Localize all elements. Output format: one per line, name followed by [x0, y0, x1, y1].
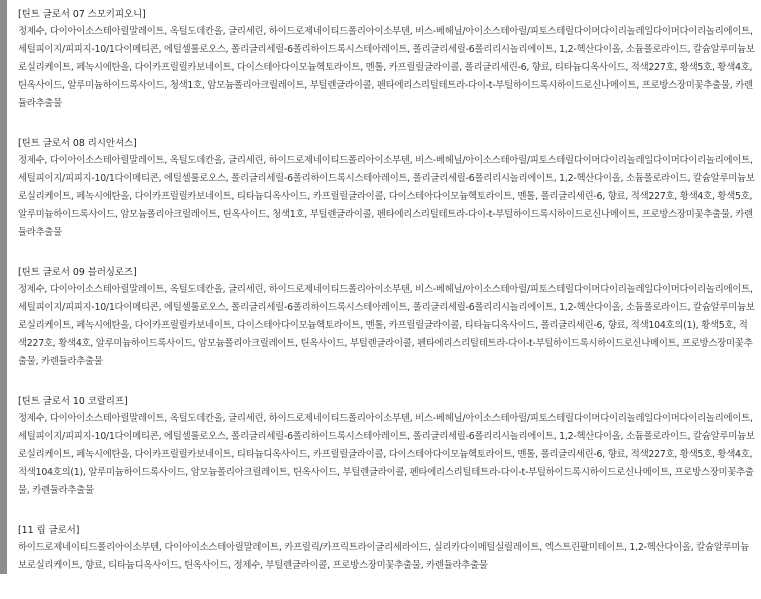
- product-section-11: [18, 524, 756, 575]
- product-title: [틴트 글로서 09 블러싱로즈]: [18, 267, 137, 278]
- product-title: [틴트 글로서 07 스모키피오니]: [18, 9, 146, 20]
- ingredients-list: 하이드로제네이티드폴리아이소부텐, 다이아이소스테아릴말레이트, 카프릴릭/카프릭트라이글리세라이드, 실리카다이메틸실릴레이트, 엑스트린팔미테이트, 1,2-헥산다이올, 칼슘알루미늄보로실리케이트, 향료, 티타늄디옥사이드, 틴옥사이드, 정제수, 부틸렌글라이콜, 프로방스장미꽃추출물, 카렌듈라추출물: [18, 542, 750, 571]
- product-section-07: [18, 8, 756, 113]
- product-title: [틴트 글로서 08 리시안셔스]: [18, 138, 137, 149]
- product-section-09: [18, 266, 756, 371]
- product-section-08: [18, 137, 756, 242]
- left-border-bar: [0, 0, 7, 574]
- product-section-10: [18, 395, 756, 500]
- ingredients-list: 정제수, 다이아이소스테아릴말레이트, 옥틸도데칸올, 글리세린, 하이드로제네이티드폴리아이소부텐, 비스-베헤닐/아이소스테아릴/피토스테릴다이머다이리놀레일다이머다이리놀리에이트, 세틸피이지/피피지-10/1다이메티콘, 에틸셀룰로오스, 폴리글리세릴-6폴리하이드록시스테아레이트, 폴리글리세릴-6폴리리시놀리에이트, 1,2-헥산다이올, 소듐폴로라이드, 칼슘알루미늄보로실리케이트, 페녹시에탄올, 다이카프릴릴카보네이트, 다이스테아다이모늄헥토라이트, 멘톨, 카프릴릴글라이콜, 티타늄디옥사이드, 폴리글리세린-6, 향료, 적색104호의(1), 황색5호, 적색227호, 황색4호, 알루미늄하이드록사이드, 암모늄폴리아크릴레이트, 틴옥사이드, 부틸렌글라이콜, 펜타에리스리틸테트라-다이-t-부틸하이드록시하이드로신나메이트, 프로방스장미꽃추출물, 카렌듈라추출물: [18, 284, 755, 367]
- ingredients-list: 정제수, 다이아이소스테아릴말레이트, 옥틸도데칸올, 글리세린, 하이드로제네이티드폴리아이소부텐, 비스-베헤닐/아이소스테아릴/피토스테릴다이머다이리놀레일다이머다이리놀리에이트, 세틸피이지/피피지-10/1다이메티콘, 에틸셀룰로오스, 폴리글리세릴-6폴리하이드록시스테아레이트, 폴리글리세릴-6폴리리시놀리에이트, 1,2-헥산다이올, 소듐폴로라이드, 칼슘알루미늄보로실리케이트, 페녹시에탄올, 다이카프릴릴카보네이트, 티타늄디옥사이드, 카프릴릴글라이콜, 다이스테아다이모늄헥토라이트, 멘톨, 폴리글리세린-6, 향료, 적색227호, 황색4호, 황색5호, 알루미늄하이드록사이드, 암모늄폴리아크릴레이트, 틴옥사이드, 청색1호, 부틸렌글라이콜, 펜타에리스리틸테트라-다이-t-부틸하이드록시하이드로신나메이트, 프로방스장미꽃추출물, 카렌듈라추출물: [18, 155, 755, 238]
- product-title: [틴트 글로서 10 코랄리프]: [18, 396, 128, 407]
- ingredients-document: [18, 8, 756, 599]
- ingredients-list: 정제수, 다이아이소스테아릴말레이트, 옥틸도데칸올, 글리세린, 하이드로제네이티드폴리아이소부텐, 비스-베헤닐/아이소스테아릴/피토스테릴다이머다이리놀레일다이머다이리놀리에이트, 세틸피이지/피피지-10/1다이메티콘, 에틸셀룰로오스, 폴리글리세릴-6폴리하이드록시스테아레이트, 폴리글리세릴-6폴리리시놀리에이트, 1,2-헥산다이올, 소듐폴로라이드, 칼슘알루미늄보로실리케이트, 페녹시에탄올, 다이카프릴릴카보네이트, 다이스테아다이모늄헥토라이트, 멘톨, 카프릴릴글라이콜, 폴리글리세린-6, 향료, 티타늄디옥사이드, 적색227호, 황색5호, 황색4호, 틴옥사이드, 알루미늄하이드록사이드, 청색1호, 암모늄폴리아크릴레이트, 부틸렌글라이콜, 펜타에리스리틸테트라-다이-t-부틸하이드록시하이드로신나메이트, 프로방스장미꽃추출물, 카렌듈라추출물: [18, 26, 755, 109]
- ingredients-list: 정제수, 다이아이소스테아릴말레이트, 옥틸도데칸올, 글리세린, 하이드로제네이티드폴리아이소부텐, 비스-베헤닐/아이소스테아릴/피토스테릴다이머다이리놀레일다이머다이리놀리에이트, 세틸피이지/피피지-10/1다이메티콘, 에틸셀룰로오스, 폴리글리세릴-6폴리하이드록시스테아레이트, 폴리글리세릴-6폴리리시놀리에이트, 1,2-헥산다이올, 소듐폴로라이드, 칼슘알루미늄보로실리케이트, 페녹시에탄올, 다이카프릴릴카보네이트, 티타늄디옥사이드, 카프릴릴글라이콜, 다이스테아다이모늄헥토라이트, 멘톨, 폴리글리세린-6, 향료, 적색227호, 황색5호, 황색4호, 적색104호의(1), 알루미늄하이드록사이드, 암모늄폴리아크릴레이트, 틴옥사이드, 부틸렌글라이콜, 펜타에리스리틸테트라-다이-t-부틸하이드록시하이드로신나메이트, 프로방스장미꽃추출물, 카렌듈라추출물: [18, 413, 755, 496]
- product-title: [11 립 글로서]: [18, 525, 80, 536]
